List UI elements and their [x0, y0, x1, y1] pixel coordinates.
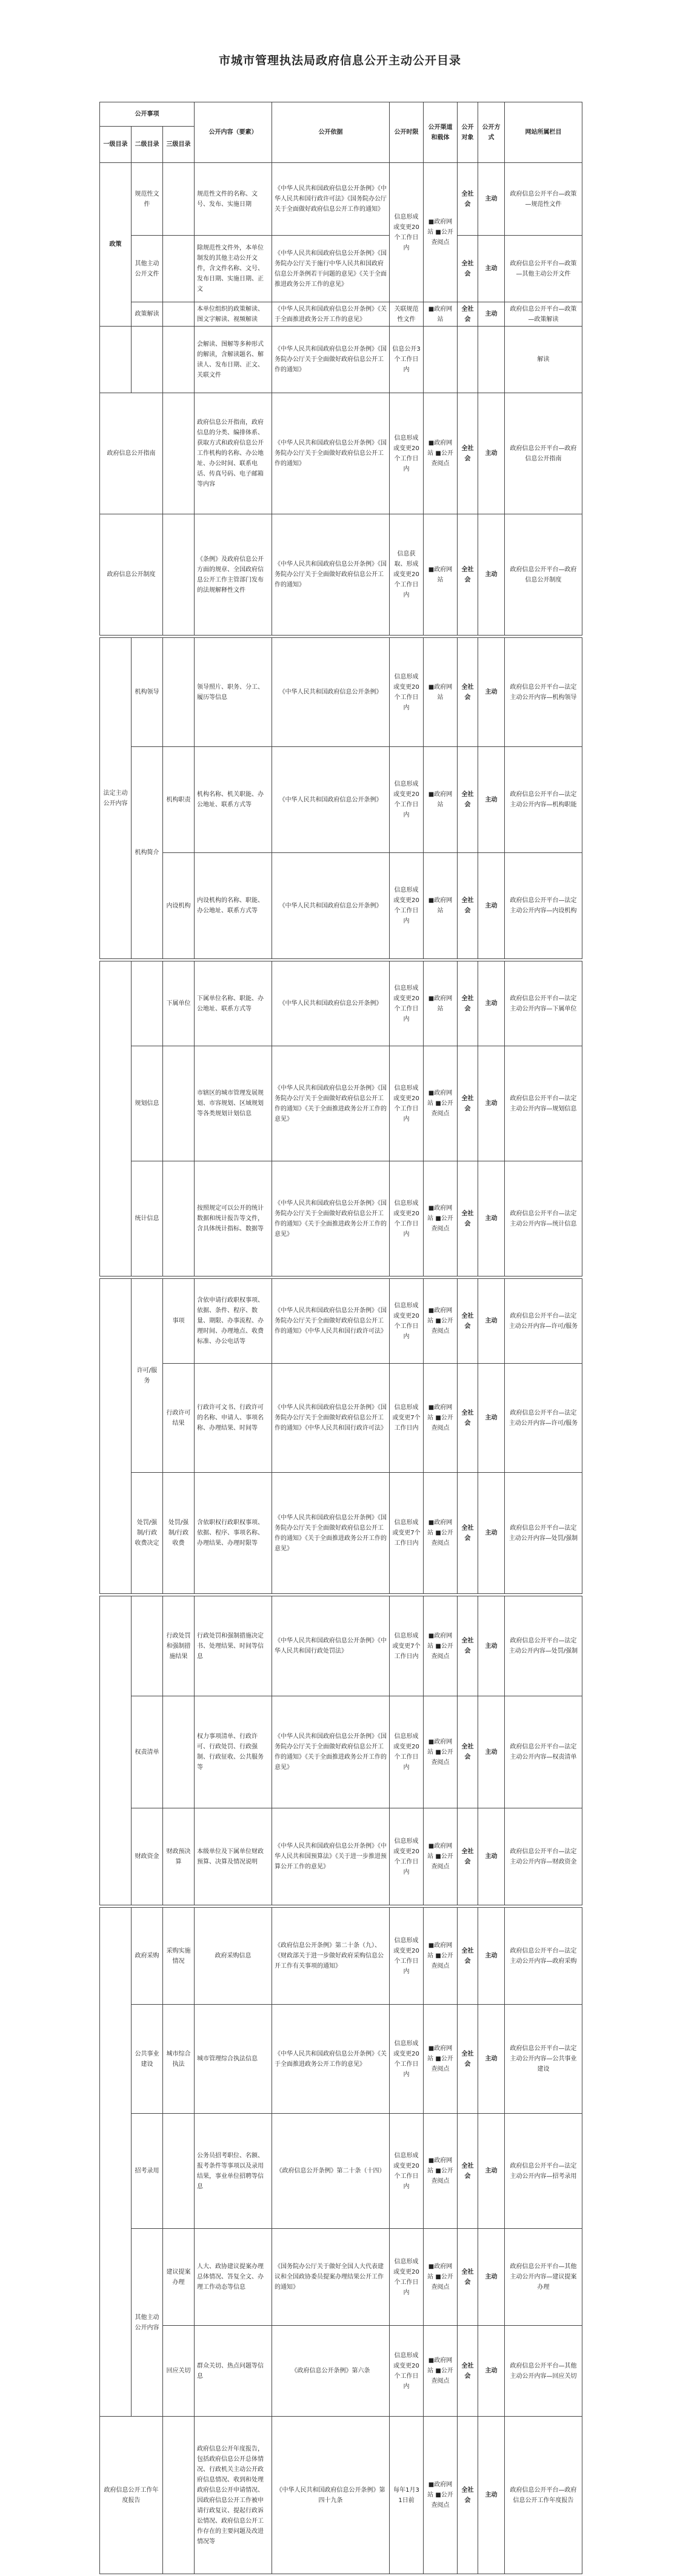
cell-object: 全社会 — [458, 961, 478, 1046]
cell-subject: ■政府网站 ■公开查阅点 — [424, 1808, 458, 1905]
cell-level3 — [163, 1046, 195, 1161]
table-section-planning — [99, 961, 582, 1276]
cell-level3 — [163, 163, 195, 236]
cell-object: 全社会 — [458, 747, 478, 853]
cell-content: 城市管理综合执法信息 — [195, 2005, 272, 2114]
cell-url: 政府信息公开平台—其他主动公开内容—建议提案办理 — [505, 2229, 582, 2326]
cell-level2 — [132, 961, 163, 1046]
cell-deadline: 信息形成或变更20个工作日内 — [390, 1161, 424, 1276]
cell-content: 规范性文件的名称、文号、发布、实施日期 — [195, 163, 272, 236]
cell-content: 领导照片、职务、分工、履历等信息 — [195, 638, 272, 747]
cell-level3 — [163, 302, 195, 327]
cell-mode: 主动 — [478, 1279, 505, 1364]
cell-url: 政府信息公开平台—法定主动公开内容—政府采购 — [505, 1908, 582, 2005]
cell-deadline: 信息形成或变更20个工作日内 — [390, 638, 424, 747]
cell-basis: 《中华人民共和国政府信息公开条例》《国务院办公厅关于全面做好政府信息公开工作的通知》 — [272, 327, 390, 393]
cell-level2: 权责清单 — [132, 1696, 163, 1808]
cell-level3: 采购实施情况 — [163, 1908, 195, 2005]
cell-object: 全社会 — [458, 236, 478, 302]
cell-deadline: 信息形成或变更7个工作日内 — [390, 1596, 424, 1696]
cell-level2: 机构简介 — [132, 747, 163, 959]
cell-level2: 处罚/强制/行政收费决定 — [132, 1473, 163, 1594]
cell-level2: 规范性文件 — [132, 163, 163, 236]
cell-object: 全社会 — [458, 2005, 478, 2114]
cell-url: 政府信息公开平台—法定主动公开内容—机构领导 — [505, 638, 582, 747]
cell-content: 公务员招考职位、名额、报考条件等事项以及录用结果，事业单位招聘等信息 — [195, 2114, 272, 2229]
cell-subject: ■政府网站 ■公开查阅点 — [424, 1161, 458, 1276]
cell-deadline: 信息形成或变更7个工作日内 — [390, 1473, 424, 1594]
table-row — [100, 393, 582, 514]
cell-deadline: 信息形成或变更20个工作日内 — [390, 961, 424, 1046]
cell-level3 — [163, 1161, 195, 1276]
cell-subject: ■政府网站 — [424, 302, 458, 327]
cell-level2 — [132, 1596, 163, 1696]
cell-level3: 机构职责 — [163, 747, 195, 853]
table-row — [100, 638, 582, 747]
cell-level1 — [100, 961, 132, 1276]
cell-basis: 《中华人民共和国政府信息公开条例》 — [272, 853, 390, 959]
cell-content: 群众关切、热点问题等信息 — [195, 2326, 272, 2417]
table-section-policy — [99, 102, 582, 635]
cell-mode: 主动 — [478, 2326, 505, 2417]
cell-object: 全社会 — [458, 302, 478, 327]
table-row — [100, 1161, 582, 1276]
cell-basis: 《中华人民共和国政府信息公开条例》第四十九条 — [272, 2417, 390, 2574]
cell-level1 — [100, 1596, 132, 1905]
cell-level1 — [100, 327, 132, 393]
cell-object: 全社会 — [458, 1364, 478, 1473]
cell-object: 全社会 — [458, 2417, 478, 2574]
cell-basis: 《中华人民共和国政府信息公开条例》《中华人民共和国行政许可法》《国务院办公厅关于全面做好政府信息公开工作的通知》 — [272, 163, 390, 236]
cell-content: 政府采购信息 — [195, 1908, 272, 2005]
table-row — [100, 1596, 582, 1696]
cell-subject: ■政府网站 — [424, 961, 458, 1046]
header-mode: 公开方式 — [478, 102, 505, 163]
cell-level1: 政府信息公开工作年度报告 — [100, 2417, 163, 2574]
cell-deadline: 信息形成或变更20个工作日内 — [390, 2229, 424, 2326]
cell-mode: 主动 — [478, 1473, 505, 1594]
cell-object: 全社会 — [458, 1046, 478, 1161]
page-title: 市城市管理执法局政府信息公开主动公开目录 — [218, 54, 461, 67]
cell-basis: 《中华人民共和国政府信息公开条例》《国务院办公厅关于全面做好政府信息公开工作的通知》《中华人民共和国行政许可法》 — [272, 1364, 390, 1473]
header-level3: 三级目录 — [163, 127, 195, 163]
cell-mode: 主动 — [478, 514, 505, 636]
cell-basis: 《中华人民共和国政府信息公开条例》 — [272, 638, 390, 747]
header-content: 公开内容（要素） — [195, 102, 272, 163]
cell-url: 政府信息公开平台—法定主动公开内容—规划信息 — [505, 1046, 582, 1161]
cell-level2: 机构领导 — [132, 638, 163, 747]
cell-content: 政府信息公开指南，政府信息的分类、编排体系、获取方式和政府信息公开工作机构的名称、办公地址、办公时间、联系电话、传真号码、电子邮箱等内容 — [195, 393, 272, 514]
cell-subject: ■政府网站 ■公开查阅点 — [424, 393, 458, 514]
cell-level3 — [163, 2417, 195, 2574]
cell-basis: 《中华人民共和国政府信息公开条例》《关于全面推进政务公开工作的意见》 — [272, 2005, 390, 2114]
cell-object: 全社会 — [458, 2326, 478, 2417]
cell-content: 政府信息公开年度报告，包括政府信息公开总体情况、行政机关主动公开政府信息情况、收到和处理政府信息公开申请情况、因政府信息公开工作被申请行政复议、提起行政诉讼情况、政府信息公开工作存在的主要问题及改进情况等 — [195, 2417, 272, 2574]
cell-level3 — [163, 1696, 195, 1808]
cell-mode: 主动 — [478, 2417, 505, 2574]
cell-deadline: 信息公开3个工作日内 — [390, 327, 424, 393]
cell-url: 政府信息公开平台—法定主动公开内容—内设机构 — [505, 853, 582, 959]
cell-basis: 《中华人民共和国政府信息公开条例》 — [272, 961, 390, 1046]
cell-subject — [424, 327, 458, 393]
cell-mode: 主动 — [478, 1596, 505, 1696]
cell-content: 本单位组织的政策解读、图文字解读、视频解读 — [195, 302, 272, 327]
cell-mode: 主动 — [478, 853, 505, 959]
cell-url: 政府信息公开平台—法定主动公开内容—公共事业建设 — [505, 2005, 582, 2114]
cell-level1 — [100, 1908, 132, 2417]
cell-object: 全社会 — [458, 1473, 478, 1594]
cell-url: 政府信息公开平台—法定主动公开内容—许可/服务 — [505, 1279, 582, 1364]
cell-basis: 《中华人民共和国政府信息公开条例》《国务院办公厅关于全面做好政府信息公开工作的通知》 — [272, 393, 390, 514]
cell-object: 全社会 — [458, 1808, 478, 1905]
cell-content: 机构名称、机关职能、办公地址、联系方式等 — [195, 747, 272, 853]
cell-url: 政府信息公开平台—法定主动公开内容—机构职能 — [505, 747, 582, 853]
cell-basis: 《中华人民共和国政府信息公开条例》《关于全面推进政务公开工作的意见》 — [272, 302, 390, 327]
cell-subject: ■政府网站 ■公开查阅点 — [424, 1596, 458, 1696]
cell-subject: ■政府网站 ■公开查阅点 — [424, 2417, 458, 2574]
cell-url: 政府信息公开平台—法定主动公开内容—财政资金 — [505, 1808, 582, 1905]
cell-deadline: 信息形成或变更20个工作日内 — [390, 163, 424, 302]
cell-url: 政府信息公开平台—政策—其他主动公开文件 — [505, 236, 582, 302]
cell-content: 按照规定可以公开的统计数据和统计报告等文件，含具体统计指标、数据等 — [195, 1161, 272, 1276]
cell-object: 全社会 — [458, 1161, 478, 1276]
cell-object: 全社会 — [458, 638, 478, 747]
table-row — [100, 514, 582, 636]
cell-level3: 处罚/强制/行政收费 — [163, 1473, 195, 1594]
cell-deadline: 信息形成或变更20个工作日内 — [390, 1808, 424, 1905]
cell-basis: 《政府信息公开条例》第二十条（十四） — [272, 2114, 390, 2229]
cell-url: 政府信息公开平台—法定主动公开内容—权责清单 — [505, 1696, 582, 1808]
cell-level1 — [100, 1279, 132, 1594]
cell-mode: 主动 — [478, 1046, 505, 1161]
cell-mode: 主动 — [478, 1808, 505, 1905]
header-subject: 公开渠道和载体 — [424, 102, 458, 163]
cell-mode: 主动 — [478, 961, 505, 1046]
cell-object: 全社会 — [458, 1596, 478, 1696]
cell-level2: 招考录用 — [132, 2114, 163, 2229]
cell-deadline: 每年1月31日前 — [390, 2417, 424, 2574]
cell-level2: 规划信息 — [132, 1046, 163, 1161]
cell-content: 行政许可文书、行政许可的名称、申请人、事项名称、办理结果、时间等 — [195, 1364, 272, 1473]
cell-level3: 财政预决算 — [163, 1808, 195, 1905]
cell-url: 政府信息公开平台—政策—规范性文件 — [505, 163, 582, 236]
cell-subject: ■政府网站 — [424, 747, 458, 853]
cell-url: 政府信息公开平台—政策—政策解读 — [505, 302, 582, 327]
cell-url: 政府信息公开平台—法定主动公开内容—招考录用 — [505, 2114, 582, 2229]
table-row — [100, 961, 582, 1046]
cell-level3: 城市综合执法 — [163, 2005, 195, 2114]
cell-subject: ■政府网站 ■公开查阅点 — [424, 2005, 458, 2114]
cell-level2: 其他主动公开内容 — [132, 2229, 163, 2417]
cell-content: 含依职权行政职权事项、依据、程序、事项名称、办理结果、办理时限等 — [195, 1473, 272, 1594]
table-row — [100, 2005, 582, 2114]
header-basis: 公开依据 — [272, 102, 390, 163]
cell-level3: 回应关切 — [163, 2326, 195, 2417]
cell-deadline: 信息形成或变更20个工作日内 — [390, 1279, 424, 1364]
cell-mode: 主动 — [478, 747, 505, 853]
cell-subject: ■政府网站 ■公开查阅点 — [424, 1473, 458, 1594]
cell-level3: 下属单位 — [163, 961, 195, 1046]
cell-level2: 政策解读 — [132, 302, 163, 327]
cell-mode — [478, 327, 505, 393]
cell-mode: 主动 — [478, 1364, 505, 1473]
header-url: 网站所属栏目 — [505, 102, 582, 163]
cell-basis: 《国务院办公厅关于做好全国人大代表建议和全国政协委员提案办理结果公开工作的通知》 — [272, 2229, 390, 2326]
cell-basis: 《中华人民共和国政府信息公开条例》《国务院办公厅关于全面做好政府信息公开工作的通知》《关于全面推进政务公开工作的意见》 — [272, 1696, 390, 1808]
cell-level3 — [163, 393, 195, 514]
cell-deadline: 信息形成或变更20个工作日内 — [390, 1908, 424, 2005]
cell-level3: 事项 — [163, 1279, 195, 1364]
table-row — [100, 1473, 582, 1594]
cell-object: 全社会 — [458, 1279, 478, 1364]
cell-subject: ■政府网站 ■公开查阅点 — [424, 1908, 458, 2005]
cell-subject: ■政府网站 — [424, 638, 458, 747]
cell-subject: ■政府网站 — [424, 853, 458, 959]
cell-content: 市辖区的城市管理发展规划、市容规划、区域规划等各类规划计划信息 — [195, 1046, 272, 1161]
cell-deadline: 信息形成或变更20个工作日内 — [390, 853, 424, 959]
cell-basis: 《中华人民共和国政府信息公开条例》 — [272, 747, 390, 853]
cell-object: 全社会 — [458, 2229, 478, 2326]
cell-basis: 《政府信息公开条例》第六条 — [272, 2326, 390, 2417]
cell-level3: 行政许可结果 — [163, 1364, 195, 1473]
cell-content: 权力事项清单、行政许可、行政处罚、行政强制、行政征收、公共服务等 — [195, 1696, 272, 1808]
cell-object: 全社会 — [458, 514, 478, 636]
table-section-other — [99, 1907, 582, 2574]
cell-url: 政府信息公开平台—法定主动公开内容—许可/服务 — [505, 1364, 582, 1473]
cell-mode: 主动 — [478, 393, 505, 514]
cell-content: 除规范性文件外，本单位制发的其他主动公开文件，含文件名称、文号、发布日期、实施日期、正文 — [195, 236, 272, 302]
cell-basis: 《中华人民共和国政府信息公开条例》《国务院办公厅关于全面做好政府信息公开工作的通知》《关于全面推进政务公开工作的意见》 — [272, 1161, 390, 1276]
table-row — [100, 1908, 582, 2005]
cell-content: 《条例》及政府信息公开方面的规章、全国政府信息公开工作主管部门发布的法规解释性文件 — [195, 514, 272, 636]
cell-subject: ■政府网站 ■公开查阅点 — [424, 1696, 458, 1808]
cell-subject: ■政府网站 ■公开查阅点 — [424, 2229, 458, 2326]
table-row — [100, 1364, 582, 1473]
cell-level2: 其他主动公开文件 — [132, 236, 163, 302]
cell-subject: ■政府网站 ■公开查阅点 — [424, 2114, 458, 2229]
cell-url: 政府信息公开平台—政府信息公开工作年度报告 — [505, 2417, 582, 2574]
cell-mode: 主动 — [478, 236, 505, 302]
cell-subject: ■政府网站 ■公开查阅点 — [424, 2326, 458, 2417]
cell-mode: 主动 — [478, 1908, 505, 2005]
cell-level2: 统计信息 — [132, 1161, 163, 1276]
cell-level3: 行政处罚和强制措施结果 — [163, 1596, 195, 1696]
cell-url: 政府信息公开平台—法定主动公开内容—处罚/强制 — [505, 1596, 582, 1696]
table-header-row — [100, 102, 582, 127]
cell-level3 — [163, 327, 195, 393]
cell-url: 政府信息公开平台—其他主动公开内容—回应关切 — [505, 2326, 582, 2417]
table-row — [100, 747, 582, 853]
cell-url: 政府信息公开平台—政府信息公开指南 — [505, 393, 582, 514]
cell-level3: 建议提案办理 — [163, 2229, 195, 2326]
cell-content: 本级单位及下属单位财政预算、决算及情况说明 — [195, 1808, 272, 1905]
cell-deadline: 关联规范性文件 — [390, 302, 424, 327]
cell-deadline: 信息形成或变更7个工作日内 — [390, 1364, 424, 1473]
cell-level3: 内设机构 — [163, 853, 195, 959]
table-row — [100, 853, 582, 959]
table-row — [100, 2326, 582, 2417]
cell-subject: ■政府网站 — [424, 514, 458, 636]
cell-url: 政府信息公开平台—法定主动公开内容—下属单位 — [505, 961, 582, 1046]
cell-basis: 《中华人民共和国政府信息公开条例》《国务院办公厅关于全面做好政府信息公开工作的通知》《关于全面推进政务公开工作的意见》 — [272, 1473, 390, 1594]
cell-deadline: 信息形成或变更20个工作日内 — [390, 2005, 424, 2114]
cell-basis: 《中华人民共和国政府信息公开条例》《中华人民共和国预算法》《关于进一步推进预算公开工作的意见》 — [272, 1808, 390, 1905]
header-level2: 二级目录 — [132, 127, 163, 163]
cell-object: 全社会 — [458, 163, 478, 236]
table-row — [100, 1808, 582, 1905]
header-items: 公开事项 — [100, 102, 195, 127]
cell-basis: 《中华人民共和国政府信息公开条例》《国务院办公厅关于全面做好政府信息公开工作的通知》 — [272, 514, 390, 636]
cell-deadline: 信息形成或变更20个工作日内 — [390, 2326, 424, 2417]
table-section-finance — [99, 1596, 582, 1905]
cell-deadline: 信息形成或变更20个工作日内 — [390, 393, 424, 514]
cell-level3 — [163, 638, 195, 747]
cell-deadline: 信息形成或变更20个工作日内 — [390, 747, 424, 853]
cell-subject: ■政府网站 ■公开查阅点 — [424, 1364, 458, 1473]
cell-mode: 主动 — [478, 2005, 505, 2114]
table-row — [100, 2114, 582, 2229]
cell-level1: 政府信息公开制度 — [100, 514, 163, 636]
table-row — [100, 163, 582, 236]
table-row — [100, 2229, 582, 2326]
cell-level1: 法定主动公开内容 — [100, 638, 132, 959]
cell-subject: ■政府网站 ■公开查阅点 — [424, 1279, 458, 1364]
cell-mode: 主动 — [478, 302, 505, 327]
cell-level1: 政府信息公开指南 — [100, 393, 163, 514]
cell-content: 下属单位名称、职能、办公地址、联系方式等 — [195, 961, 272, 1046]
header-object: 公开对象 — [458, 102, 478, 163]
cell-subject: ■政府网站 ■公开查阅点 — [424, 163, 458, 302]
cell-level1: 政策 — [100, 163, 132, 327]
cell-url: 政府信息公开平台—政府信息公开制度 — [505, 514, 582, 636]
table-row — [100, 302, 582, 327]
cell-object: 全社会 — [458, 1908, 478, 2005]
cell-basis: 《中华人民共和国政府信息公开条例》《国务院办公厅关于全面做好政府信息公开工作的通知》《中华人民共和国行政许可法》 — [272, 1279, 390, 1364]
table-row — [100, 236, 582, 302]
table-row — [100, 327, 582, 393]
cell-deadline: 信息形成或变更20个工作日内 — [390, 1046, 424, 1161]
cell-level3 — [163, 514, 195, 636]
cell-content: 内设机构的名称、职能、办公地址、联系方式等 — [195, 853, 272, 959]
cell-basis: 《中华人民共和国政府信息公开条例》《国务院办公厅关于全面做好政府信息公开工作的通知》《关于全面推进政务公开工作的意见》 — [272, 1046, 390, 1161]
cell-level2: 许可/服务 — [132, 1279, 163, 1473]
cell-object: 全社会 — [458, 2114, 478, 2229]
cell-content: 含依申请行政职权事项、依据、条件、程序、数量、期限、办事流程、办理时间、办理地点、收费标准、办公电话等 — [195, 1279, 272, 1364]
cell-mode: 主动 — [478, 2114, 505, 2229]
cell-content: 人大、政协建议提案办理总体情况、答复全文、办理工作动态等信息 — [195, 2229, 272, 2326]
header-level1: 一级目录 — [100, 127, 132, 163]
table-row — [100, 1046, 582, 1161]
table-row — [100, 1279, 582, 1364]
cell-level2: 财政资金 — [132, 1808, 163, 1905]
cell-deadline: 信息形成或变更20个工作日内 — [390, 1696, 424, 1808]
table-section-licensing — [99, 1278, 582, 1593]
cell-url: 解读 — [505, 327, 582, 393]
table-row — [100, 2417, 582, 2574]
cell-url: 政府信息公开平台—法定主动公开内容—统计信息 — [505, 1161, 582, 1276]
cell-content: 行政处罚和强制措施决定书、处理结果、时间等信息 — [195, 1596, 272, 1696]
cell-mode: 主动 — [478, 1161, 505, 1276]
cell-object: 全社会 — [458, 853, 478, 959]
cell-subject: ■政府网站 ■公开查阅点 — [424, 1046, 458, 1161]
cell-level3 — [163, 236, 195, 302]
cell-deadline: 信息获取、形成或变更20个工作日内 — [390, 514, 424, 636]
cell-deadline: 信息形成或变更20个工作日内 — [390, 2114, 424, 2229]
cell-mode: 主动 — [478, 638, 505, 747]
cell-mode: 主动 — [478, 1696, 505, 1808]
cell-mode: 主动 — [478, 163, 505, 236]
header-deadline: 公开时限 — [390, 102, 424, 163]
cell-content: 会解读、图解等多种形式的解读，含解读题名、解读人、发布日期、正文、关联文件 — [195, 327, 272, 393]
cell-url: 政府信息公开平台—法定主动公开内容—处罚/强制 — [505, 1473, 582, 1594]
cell-basis: 《中华人民共和国政府信息公开条例》《中华人民共和国行政处罚法》 — [272, 1596, 390, 1696]
table-row — [100, 1696, 582, 1808]
catalog-table — [99, 102, 582, 2575]
cell-level3 — [163, 2114, 195, 2229]
cell-mode: 主动 — [478, 2229, 505, 2326]
table-section-organization — [99, 637, 582, 958]
cell-basis: 《中华人民共和国政府信息公开条例》《国务院办公厅关于施行中华人民共和国政府信息公开条例若干问题的意见》《关于全面推进政务公开工作的意见》 — [272, 236, 390, 302]
cell-level2: 公共事业建设 — [132, 2005, 163, 2114]
cell-basis: 《政府信息公开条例》第二十条（九）、《财政部关于进一步做好政府采购信息公开工作有关事项的通知》 — [272, 1908, 390, 2005]
cell-object: 全社会 — [458, 1696, 478, 1808]
cell-object — [458, 327, 478, 393]
cell-object: 全社会 — [458, 393, 478, 514]
cell-level2: 政府采购 — [132, 1908, 163, 2005]
cell-level2 — [132, 327, 163, 393]
